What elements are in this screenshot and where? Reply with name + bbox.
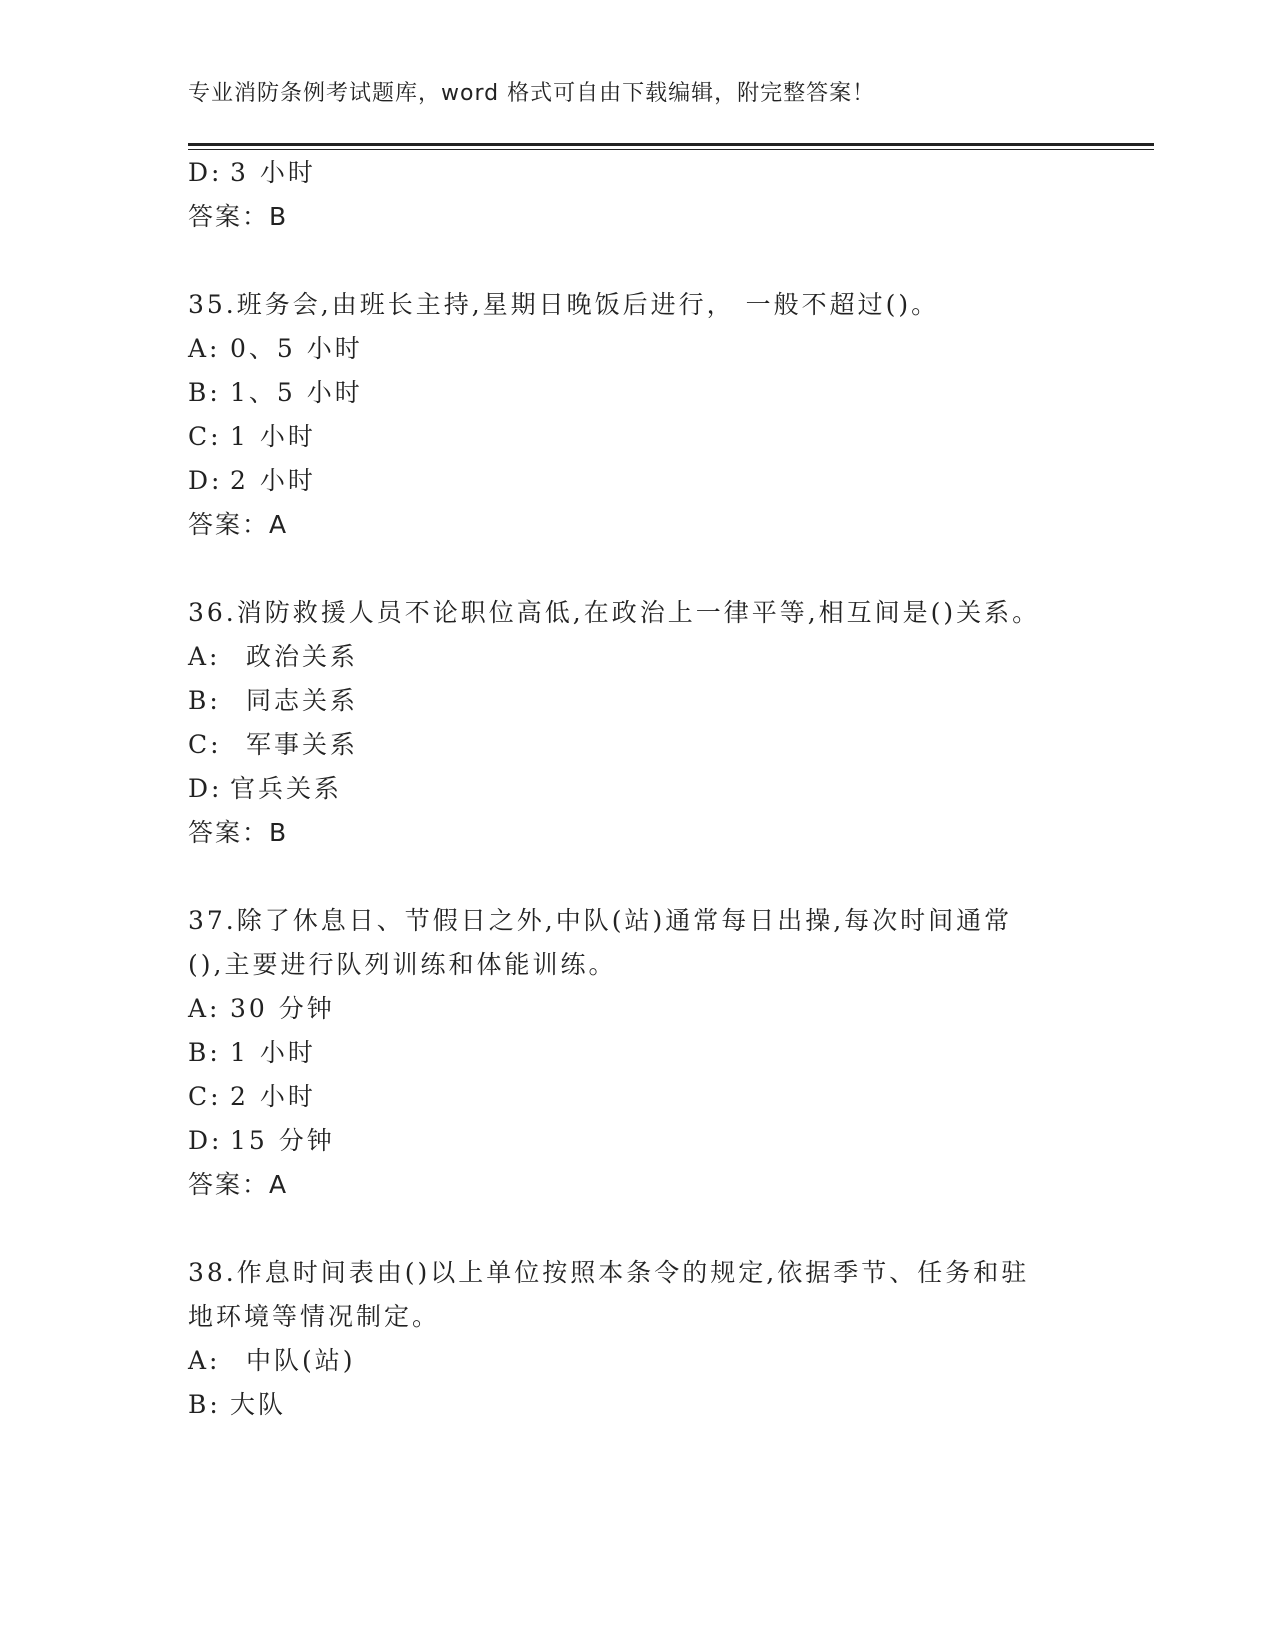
option-label: D: <box>188 774 223 803</box>
q36-answer: 答案：B <box>188 818 289 847</box>
q38-option-b <box>188 1390 286 1420</box>
q35-answer: 答案：A <box>188 510 289 539</box>
question-35: 35.班务会,由班长主持,星期日晚饭后进行， 一般不超过()。 <box>188 290 940 319</box>
option-text: 1 小时 <box>230 422 316 451</box>
option-text: 大队 <box>230 1390 287 1419</box>
q35-option-d <box>188 466 316 496</box>
q37-option-a <box>188 994 335 1024</box>
option-text: 官兵关系 <box>230 774 343 803</box>
q36-option-b <box>188 686 358 716</box>
q37-option-b <box>188 1038 316 1068</box>
option-text: 0、5 小时 <box>230 334 363 363</box>
q37-option-c <box>188 1082 316 1112</box>
option-label: D: <box>188 1126 223 1155</box>
option-label: B: <box>188 1390 221 1419</box>
q38-option-a <box>188 1346 356 1376</box>
question-38-line-1: 38.作息时间表由()以上单位按照本条令的规定,依据季节、任务和驻 <box>188 1258 1030 1287</box>
option-text: 3 小时 <box>230 158 316 187</box>
option-text: 2 小时 <box>230 466 316 495</box>
option-text: 军事关系 <box>246 730 359 759</box>
page-header: 专业消防条例考试题库，word 格式可自由下载编辑，附完整答案！ <box>188 81 876 106</box>
option-label: B: <box>188 378 221 407</box>
option-text: 中队(站) <box>246 1346 356 1375</box>
option-text: 1 小时 <box>230 1038 316 1067</box>
question-38-line-2: 地环境等情况制定。 <box>188 1302 441 1331</box>
q36-option-a <box>188 642 358 672</box>
option-label: B: <box>188 686 221 715</box>
option-text: 15 分钟 <box>230 1126 335 1155</box>
option-label: A: <box>188 1346 221 1375</box>
header-rule-thick <box>188 143 1154 146</box>
option-label: C: <box>188 422 222 451</box>
q35-option-b <box>188 378 363 408</box>
q36-option-c <box>188 730 358 760</box>
option-label: B: <box>188 1038 221 1067</box>
q35-option-c <box>188 422 316 452</box>
q37-answer: 答案：A <box>188 1170 289 1199</box>
option-label: D: <box>188 466 223 495</box>
question-36: 36.消防救援人员不论职位高低,在政治上一律平等,相互间是()关系。 <box>188 598 1041 627</box>
header-rule-thin <box>188 149 1154 150</box>
option-text: 30 分钟 <box>230 994 335 1023</box>
option-text: 同志关系 <box>246 686 359 715</box>
q35-option-a <box>188 334 363 364</box>
option-label: D: <box>188 158 223 187</box>
option-label: C: <box>188 730 222 759</box>
option-text: 2 小时 <box>230 1082 316 1111</box>
option-text: 1、5 小时 <box>230 378 363 407</box>
option-label: C: <box>188 1082 222 1111</box>
option-label: A: <box>188 994 221 1023</box>
question-37-line-1: 37.除了休息日、节假日之外,中队(站)通常每日出操,每次时间通常 <box>188 906 1013 935</box>
option-label: A: <box>188 642 221 671</box>
carryover-option-d <box>188 158 316 188</box>
q36-option-d <box>188 774 342 804</box>
option-text: 政治关系 <box>246 642 359 671</box>
carryover-answer: 答案：B <box>188 202 289 231</box>
q37-option-d <box>188 1126 335 1156</box>
question-37-line-2: (),主要进行队列训练和体能训练。 <box>188 950 617 979</box>
option-label: A: <box>188 334 221 363</box>
